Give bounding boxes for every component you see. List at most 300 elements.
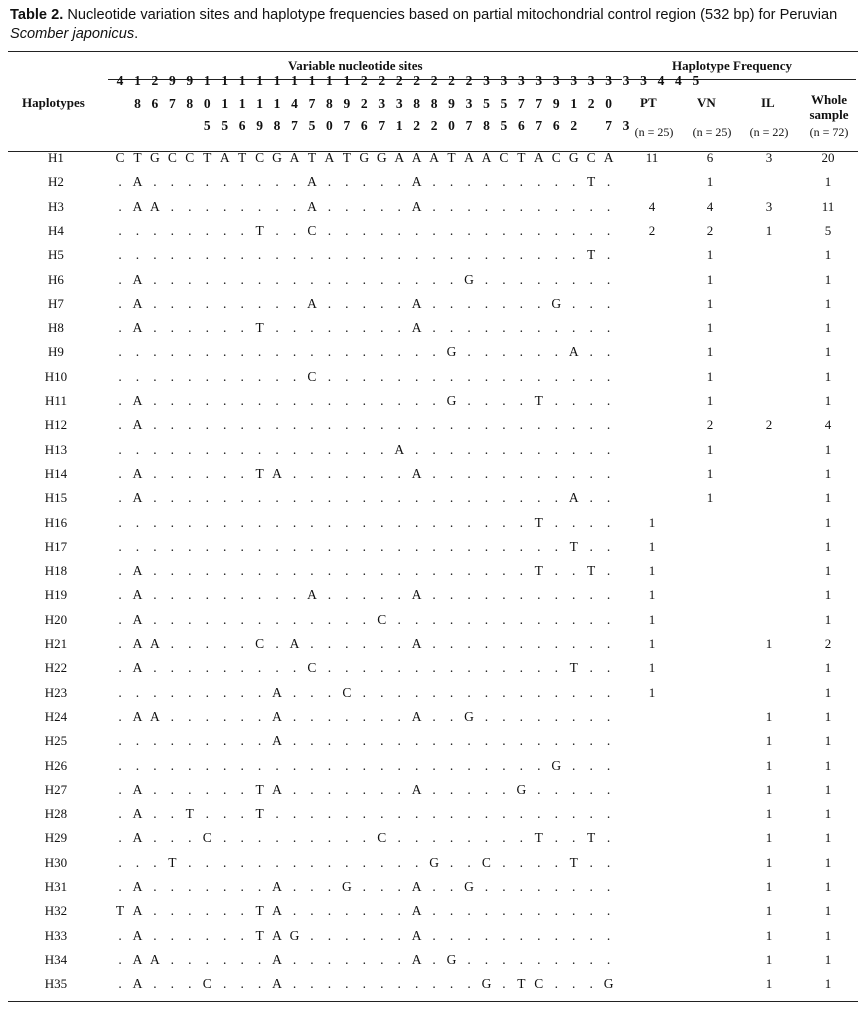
frequency-pt: 1 bbox=[648, 660, 656, 676]
nucleotide-cell: A bbox=[132, 393, 143, 408]
nucleotide-cell: G bbox=[481, 976, 492, 992]
nucleotide-cell: . bbox=[135, 222, 140, 238]
nucleotide-cell: . bbox=[572, 611, 576, 627]
nucleotide-cell: . bbox=[537, 320, 541, 336]
nucleotide-cell: . bbox=[572, 587, 576, 603]
nucleotide-cell: C bbox=[586, 150, 596, 165]
nucleotide-cell: . bbox=[589, 441, 593, 457]
nucleotide-cell: . bbox=[397, 563, 401, 579]
nucleotide-cell: . bbox=[502, 830, 506, 846]
nucleotide-cell: . bbox=[345, 271, 349, 287]
nucleotide-cell: . bbox=[397, 271, 401, 287]
frequency-vn: 1 bbox=[706, 247, 714, 263]
nucleotide-cell: . bbox=[135, 514, 140, 530]
nucleotide-cell: . bbox=[414, 806, 419, 822]
site-digit: 2 bbox=[430, 118, 438, 133]
nucleotide-cell: . bbox=[519, 563, 524, 579]
nucleotide-cell: . bbox=[170, 879, 175, 894]
nucleotide-cell: . bbox=[414, 393, 419, 408]
nucleotide-cell: . bbox=[223, 781, 227, 797]
nucleotide-cell: . bbox=[589, 320, 593, 336]
frequency-whole: 1 bbox=[824, 587, 832, 603]
nucleotide-cell: . bbox=[118, 320, 122, 336]
nucleotide-cell: . bbox=[397, 417, 401, 433]
nucleotide-cell: . bbox=[223, 830, 227, 846]
nucleotide-cell: . bbox=[606, 660, 611, 676]
nucleotide-cell: . bbox=[502, 636, 506, 651]
nucleotide-cell: . bbox=[345, 587, 349, 603]
nucleotide-cell: . bbox=[310, 757, 314, 773]
site-digit: 2 bbox=[570, 118, 578, 133]
nucleotide-cell: . bbox=[589, 295, 593, 311]
nucleotide-cell: . bbox=[188, 393, 192, 408]
nucleotide-cell: T bbox=[517, 976, 526, 992]
nucleotide-cell: . bbox=[362, 174, 366, 190]
nucleotide-cell: . bbox=[397, 344, 401, 360]
nucleotide-cell: . bbox=[449, 441, 454, 457]
nucleotide-cell: . bbox=[449, 563, 454, 579]
nucleotide-cell: . bbox=[572, 806, 576, 822]
nucleotide-cell: . bbox=[554, 441, 558, 457]
nucleotide-cell: . bbox=[327, 490, 332, 506]
nucleotide-cell: . bbox=[572, 271, 576, 287]
nucleotide-cell: A bbox=[411, 927, 422, 943]
nucleotide-cell: . bbox=[327, 976, 332, 992]
nucleotide-cell: . bbox=[554, 174, 558, 190]
nucleotide-cell: . bbox=[275, 806, 279, 822]
nucleotide-cell: . bbox=[153, 441, 157, 457]
nucleotide-cell: . bbox=[153, 222, 157, 238]
nucleotide-cell: A bbox=[289, 150, 300, 165]
nucleotide-cell: . bbox=[257, 611, 262, 627]
nucleotide-cell: . bbox=[380, 733, 384, 749]
nucleotide-cell: . bbox=[502, 879, 506, 894]
haplotype-id: H28 bbox=[44, 806, 68, 822]
nucleotide-cell: C bbox=[307, 222, 317, 238]
nucleotide-cell: . bbox=[345, 295, 349, 311]
nucleotide-cell: . bbox=[380, 490, 384, 506]
nucleotide-cell: . bbox=[345, 611, 349, 627]
nucleotide-cell: . bbox=[327, 951, 332, 967]
nucleotide-cell: . bbox=[223, 247, 227, 263]
nucleotide-cell: . bbox=[188, 538, 192, 554]
nucleotide-cell: . bbox=[449, 295, 454, 311]
nucleotide-cell: . bbox=[170, 490, 175, 506]
nucleotide-cell: . bbox=[380, 660, 384, 676]
nucleotide-cell: . bbox=[345, 757, 349, 773]
nucleotide-cell: . bbox=[327, 320, 332, 336]
frequency-pt: 2 bbox=[648, 222, 656, 238]
nucleotide-cell: . bbox=[153, 417, 157, 433]
nucleotide-cell: . bbox=[310, 951, 314, 967]
nucleotide-cell: . bbox=[310, 927, 314, 943]
nucleotide-cell: . bbox=[170, 587, 175, 603]
nucleotide-cell: A bbox=[411, 174, 422, 190]
nucleotide-cell: . bbox=[345, 854, 349, 870]
nucleotide-cell: . bbox=[292, 903, 297, 919]
nucleotide-cell: A bbox=[307, 587, 317, 603]
nucleotide-cell: . bbox=[606, 174, 611, 190]
nucleotide-cell: . bbox=[572, 708, 576, 724]
pt-header: PT bbox=[640, 95, 657, 110]
nucleotide-cell: . bbox=[467, 781, 471, 797]
nucleotide-cell: . bbox=[380, 441, 384, 457]
nucleotide-cell: . bbox=[380, 393, 384, 408]
nucleotide-cell: . bbox=[432, 271, 436, 287]
nucleotide-cell: . bbox=[310, 781, 314, 797]
nucleotide-cell: . bbox=[205, 903, 209, 919]
haplotype-id: H20 bbox=[44, 611, 68, 627]
nucleotide-cell: C bbox=[342, 684, 352, 700]
nucleotide-cell: . bbox=[484, 660, 489, 676]
frequency-il: 1 bbox=[765, 854, 773, 870]
nucleotide-cell: . bbox=[414, 684, 419, 700]
nucleotide-cell: . bbox=[362, 465, 366, 481]
nucleotide-cell: . bbox=[589, 368, 593, 384]
site-digit: 2 bbox=[378, 73, 386, 88]
nucleotide-cell: . bbox=[240, 927, 244, 943]
nucleotide-cell: A bbox=[150, 708, 160, 724]
nucleotide-cell: . bbox=[537, 927, 541, 943]
nucleotide-cell: . bbox=[449, 198, 454, 214]
frequency-il: 1 bbox=[765, 708, 773, 724]
nucleotide-cell: . bbox=[397, 222, 401, 238]
nucleotide-cell: . bbox=[449, 587, 454, 603]
site-digit: 7 bbox=[291, 118, 298, 133]
nucleotide-cell: . bbox=[449, 660, 454, 676]
nucleotide-cell: . bbox=[205, 441, 209, 457]
nucleotide-cell: . bbox=[414, 611, 419, 627]
nucleotide-cell: . bbox=[292, 247, 297, 263]
nucleotide-cell: . bbox=[310, 854, 314, 870]
nucleotide-cell: . bbox=[380, 222, 384, 238]
nucleotide-cell: . bbox=[170, 976, 175, 992]
nucleotide-cell: . bbox=[589, 757, 593, 773]
nucleotide-cell: . bbox=[188, 757, 192, 773]
nucleotide-cell: . bbox=[589, 903, 593, 919]
nucleotide-cell: . bbox=[572, 320, 576, 336]
frequency-pt: 1 bbox=[648, 684, 656, 700]
site-digit: 2 bbox=[360, 73, 368, 88]
nucleotide-cell: . bbox=[153, 927, 157, 943]
nucleotide-cell: . bbox=[519, 514, 524, 530]
nucleotide-cell: . bbox=[467, 368, 471, 384]
nucleotide-cell: A bbox=[132, 879, 143, 894]
nucleotide-cell: . bbox=[292, 514, 297, 530]
nucleotide-cell: . bbox=[502, 271, 506, 287]
nucleotide-cell: . bbox=[606, 879, 611, 894]
nucleotide-cell: . bbox=[345, 708, 349, 724]
nucleotide-cell: . bbox=[257, 733, 262, 749]
nucleotide-cell: . bbox=[606, 514, 611, 530]
nucleotide-cell: . bbox=[170, 247, 175, 263]
nucleotide-cell: C bbox=[202, 976, 212, 992]
nucleotide-cell: . bbox=[606, 247, 611, 263]
nucleotide-cell: . bbox=[589, 806, 593, 822]
nucleotide-cell: T bbox=[587, 247, 596, 263]
nucleotide-cell: . bbox=[606, 636, 611, 651]
nucleotide-cell: T bbox=[255, 465, 264, 481]
nucleotide-cell: . bbox=[327, 417, 332, 433]
nucleotide-cell: . bbox=[275, 563, 279, 579]
nucleotide-cell: A bbox=[411, 198, 422, 214]
frequency-whole: 1 bbox=[824, 271, 832, 287]
nucleotide-cell: . bbox=[432, 611, 436, 627]
nucleotide-cell: . bbox=[589, 781, 593, 797]
frequency-whole: 1 bbox=[824, 903, 832, 919]
nucleotide-cell: . bbox=[257, 368, 262, 384]
nucleotide-cell: A bbox=[533, 150, 544, 165]
nucleotide-cell: . bbox=[606, 806, 611, 822]
nucleotide-cell: . bbox=[257, 271, 262, 287]
nucleotide-cell: . bbox=[292, 393, 297, 408]
nucleotide-cell: A bbox=[132, 951, 143, 967]
nucleotide-cell: . bbox=[188, 295, 192, 311]
nucleotide-cell: . bbox=[153, 295, 157, 311]
frequency-pt: 11 bbox=[645, 150, 659, 165]
frequency-whole: 1 bbox=[824, 393, 832, 408]
nucleotide-cell: . bbox=[170, 514, 175, 530]
nucleotide-cell: T bbox=[255, 903, 264, 919]
nucleotide-cell: A bbox=[272, 733, 282, 749]
site-digit: 2 bbox=[430, 73, 438, 88]
nucleotide-cell: . bbox=[572, 368, 576, 384]
nucleotide-cell: A bbox=[464, 150, 474, 165]
site-digit: 7 bbox=[605, 118, 612, 133]
nucleotide-cell: . bbox=[240, 854, 244, 870]
nucleotide-cell: . bbox=[275, 490, 279, 506]
nucleotide-cell: A bbox=[289, 636, 300, 651]
site-digit: 4 bbox=[291, 96, 298, 111]
nucleotide-cell: . bbox=[432, 587, 436, 603]
top-rule bbox=[8, 51, 858, 52]
nucleotide-cell: G bbox=[551, 295, 562, 311]
nucleotide-cell: . bbox=[257, 757, 262, 773]
nucleotide-cell: . bbox=[345, 222, 349, 238]
nucleotide-cell: . bbox=[327, 830, 332, 846]
nucleotide-cell: . bbox=[606, 684, 611, 700]
nucleotide-cell: . bbox=[170, 757, 175, 773]
nucleotide-cell: A bbox=[394, 150, 405, 165]
pt-n: (n = 25) bbox=[634, 125, 674, 139]
haplotype-id: H14 bbox=[44, 465, 68, 481]
nucleotide-cell: . bbox=[118, 174, 122, 190]
nucleotide-cell: . bbox=[432, 393, 436, 408]
nucleotide-cell: . bbox=[170, 806, 175, 822]
site-digit: 9 bbox=[343, 96, 351, 111]
nucleotide-cell: T bbox=[569, 854, 578, 870]
site-digit: 3 bbox=[535, 73, 543, 88]
frequency-il: 1 bbox=[765, 927, 773, 943]
nucleotide-cell: . bbox=[170, 733, 175, 749]
nucleotide-cell: . bbox=[153, 684, 157, 700]
nucleotide-cell: . bbox=[170, 320, 175, 336]
nucleotide-cell: . bbox=[292, 465, 297, 481]
nucleotide-cell: . bbox=[327, 271, 332, 287]
nucleotide-cell: . bbox=[414, 538, 419, 554]
nucleotide-cell: . bbox=[449, 879, 454, 894]
nucleotide-cell: . bbox=[188, 320, 192, 336]
bottom-rule bbox=[8, 1001, 858, 1002]
nucleotide-cell: . bbox=[118, 927, 122, 943]
nucleotide-cell: . bbox=[223, 393, 227, 408]
nucleotide-cell: . bbox=[519, 879, 524, 894]
nucleotide-cell: . bbox=[397, 393, 401, 408]
nucleotide-cell: . bbox=[153, 757, 157, 773]
nucleotide-cell: A bbox=[411, 879, 422, 894]
haplotype-frequency-header: Haplotype Frequency bbox=[672, 58, 793, 73]
nucleotide-cell: . bbox=[606, 854, 611, 870]
haplotype-id: H7 bbox=[48, 295, 64, 311]
nucleotide-cell: . bbox=[397, 174, 401, 190]
nucleotide-cell: . bbox=[170, 636, 175, 651]
nucleotide-cell: . bbox=[589, 684, 593, 700]
nucleotide-cell: . bbox=[188, 854, 192, 870]
nucleotide-cell: . bbox=[484, 587, 489, 603]
frequency-whole: 1 bbox=[824, 733, 832, 749]
nucleotide-cell: . bbox=[484, 174, 489, 190]
nucleotide-cell: . bbox=[484, 563, 489, 579]
nucleotide-cell: . bbox=[310, 684, 314, 700]
nucleotide-cell: . bbox=[292, 368, 297, 384]
frequency-pt: 4 bbox=[648, 198, 656, 214]
nucleotide-cell: . bbox=[188, 927, 192, 943]
nucleotide-cell: . bbox=[572, 757, 576, 773]
nucleotide-cell: . bbox=[310, 636, 314, 651]
nucleotide-cell: T bbox=[587, 174, 596, 190]
nucleotide-cell: . bbox=[484, 611, 489, 627]
nucleotide-cell: A bbox=[272, 684, 282, 700]
site-digit: 3 bbox=[465, 96, 473, 111]
frequency-whole: 4 bbox=[824, 417, 832, 433]
nucleotide-cell: . bbox=[380, 320, 384, 336]
nucleotide-cell: . bbox=[467, 611, 471, 627]
nucleotide-cell: . bbox=[397, 198, 401, 214]
nucleotide-cell: . bbox=[572, 417, 576, 433]
nucleotide-cell: . bbox=[257, 198, 262, 214]
nucleotide-cell: A bbox=[132, 587, 143, 603]
nucleotide-cell: . bbox=[275, 393, 279, 408]
nucleotide-cell: . bbox=[345, 368, 349, 384]
nucleotide-cell: . bbox=[327, 806, 332, 822]
nucleotide-cell: . bbox=[223, 927, 227, 943]
nucleotide-cell: . bbox=[380, 368, 384, 384]
haplotype-id: H3 bbox=[48, 198, 64, 214]
nucleotide-cell: A bbox=[132, 660, 143, 676]
nucleotide-cell: . bbox=[275, 295, 279, 311]
nucleotide-cell: . bbox=[345, 660, 349, 676]
site-digit: 7 bbox=[343, 118, 351, 133]
nucleotide-cell: . bbox=[240, 733, 244, 749]
site-digit: 2 bbox=[587, 96, 595, 111]
nucleotide-cell: . bbox=[275, 320, 279, 336]
nucleotide-cell: . bbox=[327, 393, 332, 408]
nucleotide-cell: . bbox=[170, 611, 175, 627]
site-digit: 2 bbox=[151, 73, 159, 88]
nucleotide-cell: . bbox=[554, 806, 558, 822]
nucleotide-cell: . bbox=[397, 247, 401, 263]
nucleotide-cell: . bbox=[589, 587, 593, 603]
nucleotide-cell: . bbox=[572, 174, 576, 190]
nucleotide-cell: . bbox=[240, 393, 244, 408]
site-digit: 7 bbox=[465, 118, 473, 133]
nucleotide-cell: . bbox=[537, 417, 541, 433]
nucleotide-cell: . bbox=[205, 733, 209, 749]
site-digit: 7 bbox=[535, 96, 543, 111]
nucleotide-cell: . bbox=[537, 708, 541, 724]
nucleotide-cell: C bbox=[551, 150, 561, 165]
frequency-whole: 1 bbox=[824, 368, 832, 384]
nucleotide-cell: . bbox=[414, 247, 419, 263]
nucleotide-cell: . bbox=[153, 538, 157, 554]
frequency-il: 1 bbox=[765, 733, 773, 749]
nucleotide-cell: C bbox=[202, 830, 212, 846]
nucleotide-cell: . bbox=[484, 806, 489, 822]
nucleotide-cell: . bbox=[188, 636, 192, 651]
nucleotide-cell: . bbox=[310, 514, 314, 530]
nucleotide-cell: C bbox=[255, 150, 265, 165]
nucleotide-cell: . bbox=[205, 222, 209, 238]
nucleotide-cell: . bbox=[414, 514, 419, 530]
caption-end: . bbox=[134, 26, 139, 42]
nucleotide-cell: . bbox=[397, 976, 401, 992]
nucleotide-cell: . bbox=[554, 903, 558, 919]
nucleotide-cell: . bbox=[397, 757, 401, 773]
frequency-il: 1 bbox=[765, 636, 773, 651]
nucleotide-cell: . bbox=[432, 538, 436, 554]
nucleotide-cell: . bbox=[589, 733, 593, 749]
nucleotide-cell: . bbox=[275, 198, 279, 214]
nucleotide-cell: . bbox=[502, 198, 506, 214]
nucleotide-cell: . bbox=[135, 441, 140, 457]
nucleotide-cell: . bbox=[362, 490, 366, 506]
nucleotide-cell: . bbox=[414, 757, 419, 773]
haplotype-id: H21 bbox=[44, 636, 68, 651]
nucleotide-cell: . bbox=[205, 538, 209, 554]
nucleotide-cell: . bbox=[606, 587, 611, 603]
nucleotide-cell: . bbox=[223, 903, 227, 919]
nucleotide-cell: . bbox=[606, 538, 611, 554]
nucleotide-cell: . bbox=[292, 271, 297, 287]
nucleotide-cell: A bbox=[132, 830, 143, 846]
site-digit: 9 bbox=[448, 96, 455, 111]
nucleotide-cell: . bbox=[327, 368, 332, 384]
nucleotide-cell: . bbox=[432, 198, 436, 214]
nucleotide-cell: . bbox=[118, 684, 122, 700]
nucleotide-cell: T bbox=[255, 927, 264, 943]
site-digit: 3 bbox=[605, 73, 612, 88]
nucleotide-cell: . bbox=[118, 660, 122, 676]
nucleotide-cell: . bbox=[362, 757, 366, 773]
nucleotide-cell: . bbox=[519, 368, 524, 384]
nucleotide-cell: . bbox=[449, 247, 454, 263]
nucleotide-cell: . bbox=[310, 563, 314, 579]
nucleotide-cell: . bbox=[240, 514, 244, 530]
nucleotide-cell: . bbox=[554, 854, 558, 870]
haplotype-id: H25 bbox=[44, 733, 68, 749]
nucleotide-cell: . bbox=[397, 514, 401, 530]
nucleotide-cell: . bbox=[449, 830, 454, 846]
nucleotide-cell: G bbox=[289, 927, 300, 943]
nucleotide-cell: A bbox=[272, 879, 282, 894]
nucleotide-cell: . bbox=[188, 198, 192, 214]
table-label: Table 2. bbox=[10, 7, 64, 23]
nucleotide-cell: G bbox=[341, 879, 352, 894]
nucleotide-cell: . bbox=[240, 344, 244, 360]
nucleotide-cell: . bbox=[170, 781, 175, 797]
nucleotide-cell: . bbox=[484, 927, 489, 943]
nucleotide-cell: . bbox=[153, 344, 157, 360]
